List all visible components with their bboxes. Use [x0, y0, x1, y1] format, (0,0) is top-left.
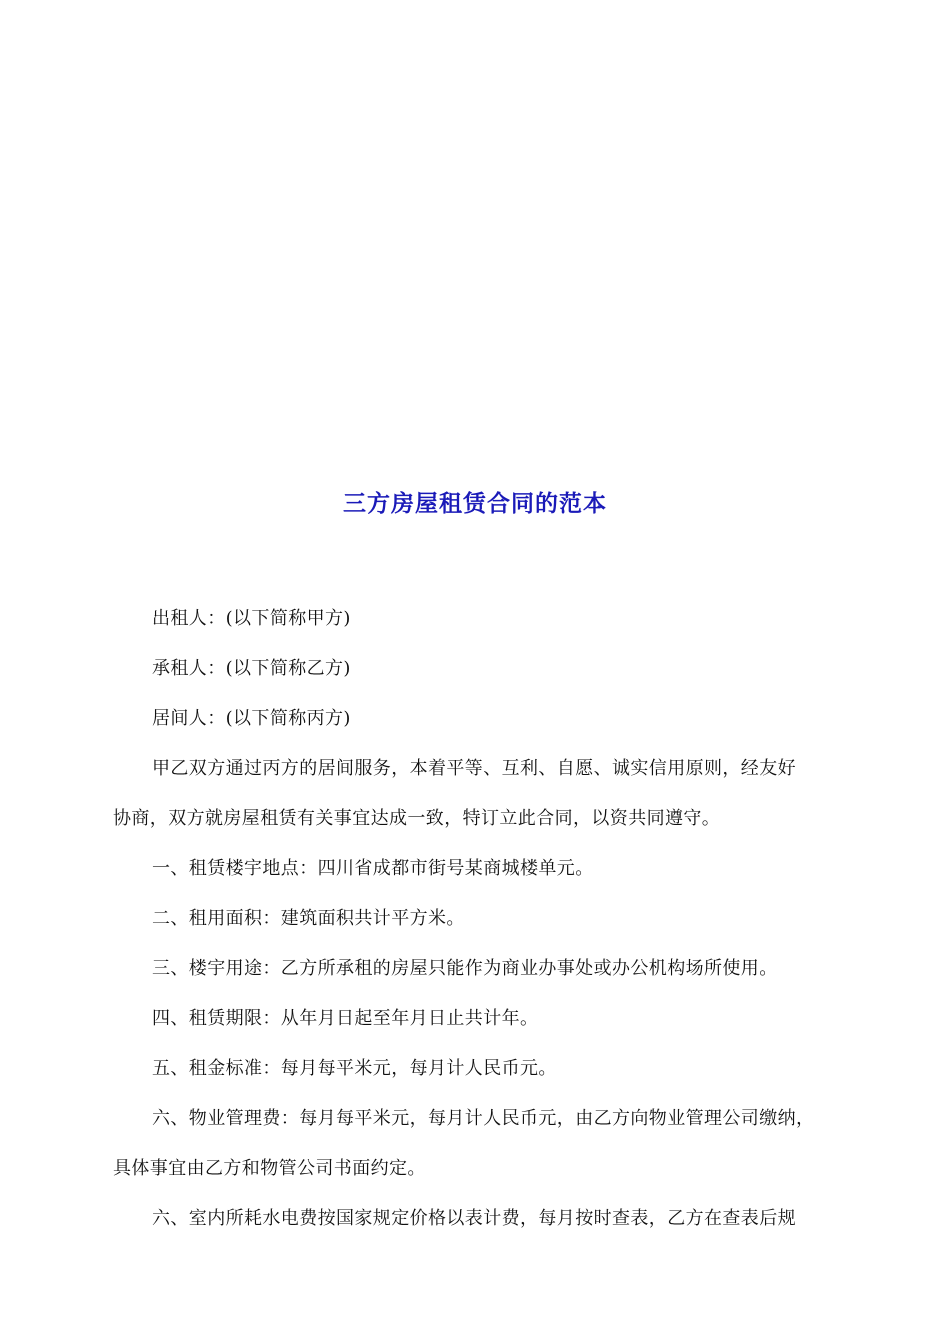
- preamble-line-2: 协商，双方就房屋租赁有关事宜达成一致，特订立此合同，以资共同遵守。: [113, 808, 721, 829]
- intermediary-line: 居间人：(以下简称丙方): [152, 708, 351, 729]
- clause-property-fee-line-1: 六、物业管理费：每月每平米元，每月计人民币元，由乙方向物业管理公司缴纳，: [152, 1108, 815, 1129]
- preamble-line-1: 甲乙双方通过丙方的居间服务，本着平等、互利、自愿、诚实信用原则，经友好: [152, 758, 796, 779]
- lessee-line: 承租人：(以下简称乙方): [152, 658, 351, 679]
- lessor-line: 出租人：(以下简称甲方): [152, 608, 351, 629]
- clause-property-fee-line-2: 具体事宜由乙方和物管公司书面约定。: [113, 1158, 426, 1179]
- clause-area: 二、租用面积：建筑面积共计平方米。: [152, 908, 465, 929]
- clause-term: 四、租赁期限：从年月日起至年月日止共计年。: [152, 1008, 539, 1029]
- clause-location: 一、租赁楼宇地点：四川省成都市街号某商城楼单元。: [152, 858, 594, 879]
- clause-rent: 五、租金标准：每月每平米元，每月计人民币元。: [152, 1058, 557, 1079]
- clause-usage: 三、楼宇用途：乙方所承租的房屋只能作为商业办事处或办公机构场所使用。: [152, 958, 778, 979]
- clause-utilities-line-1: 六、室内所耗水电费按国家规定价格以表计费，每月按时查表，乙方在查表后规: [152, 1208, 796, 1229]
- document-title: 三方房屋租赁合同的范本: [343, 490, 607, 517]
